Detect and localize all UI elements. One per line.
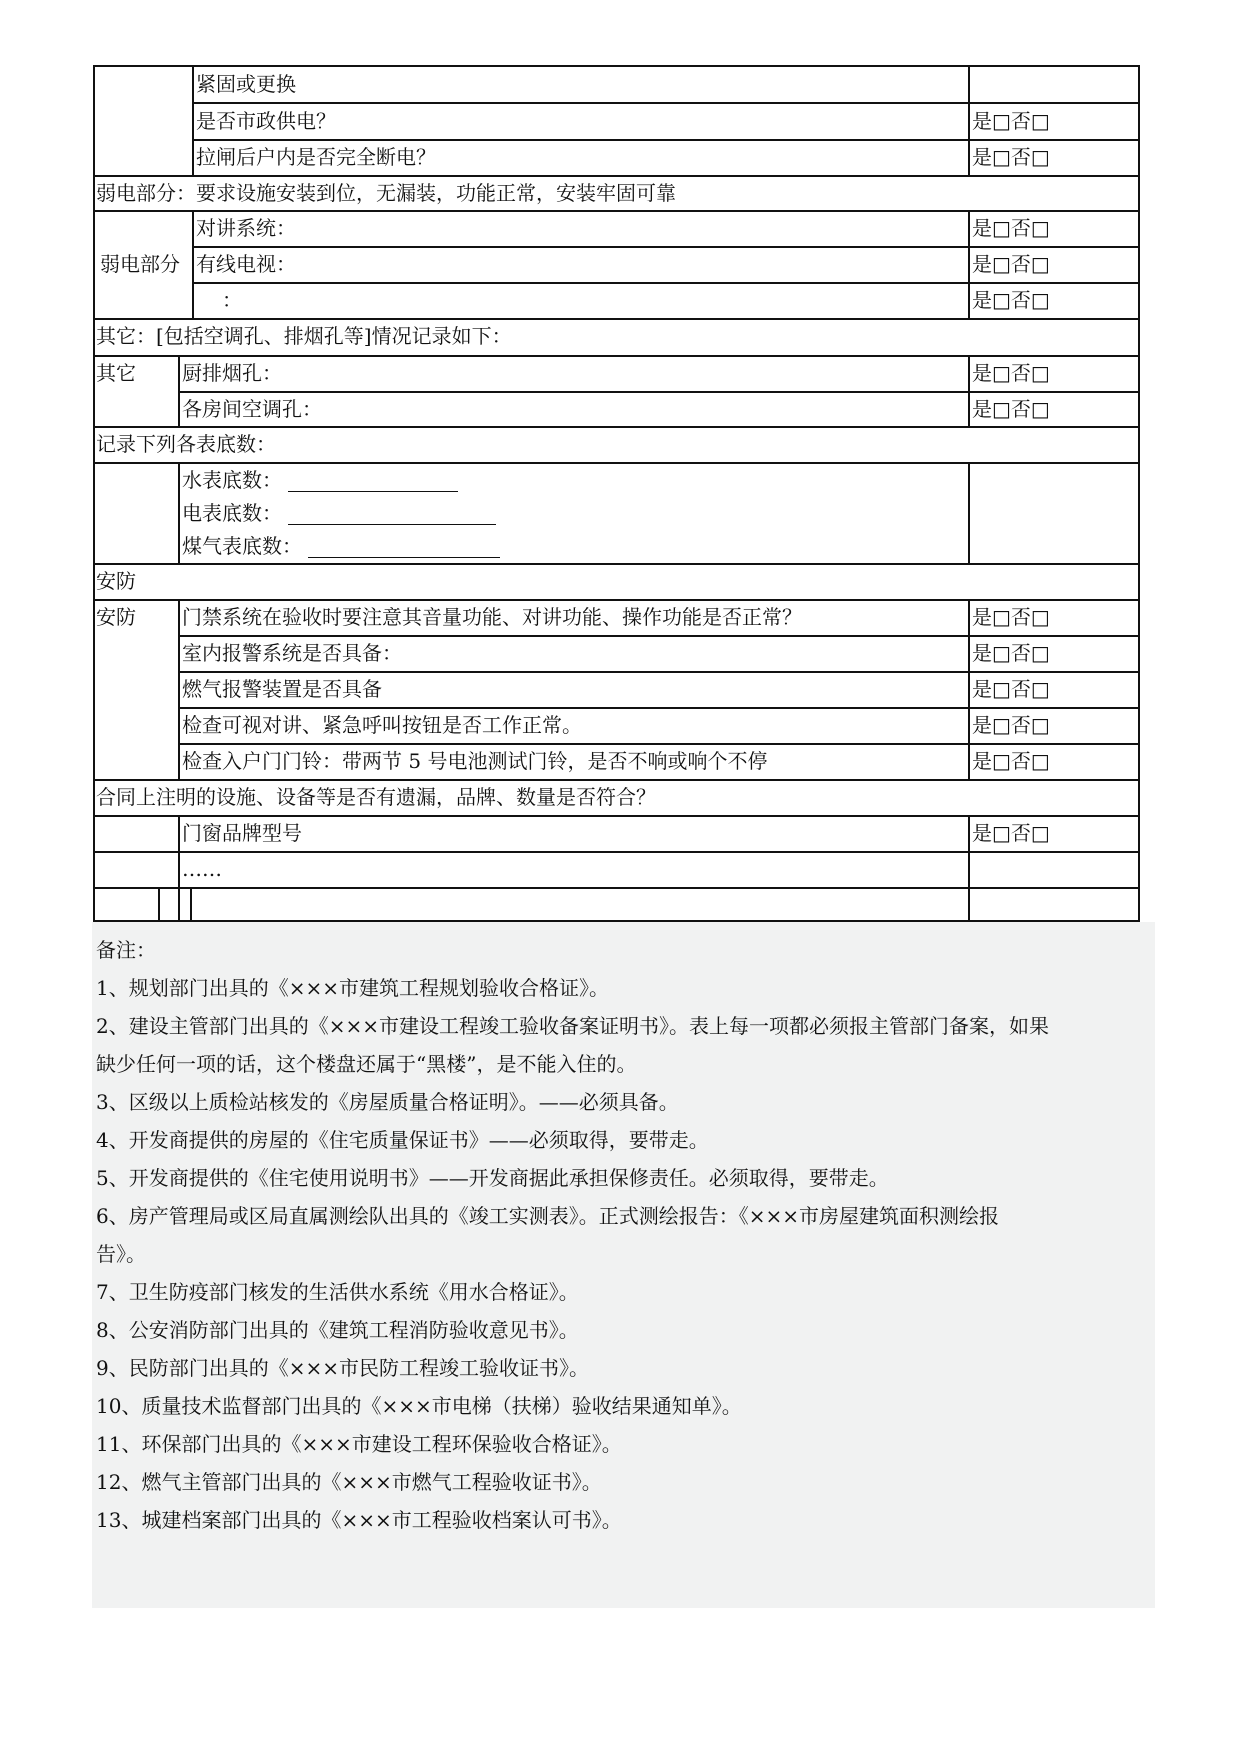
security-label: 安防 xyxy=(96,605,136,629)
contract-item-ellipsis: …… xyxy=(182,857,222,881)
note-line: 9、民防部门出具的《×××市民防工程竣工验收证书》。 xyxy=(96,1356,589,1380)
meter-gas-label: 煤气表底数： xyxy=(182,534,302,558)
table-rule xyxy=(93,599,1140,601)
electric-item-municipal-power: 是否市政供电？ xyxy=(196,109,336,133)
table-rule xyxy=(93,210,1140,212)
meter-electric-field[interactable] xyxy=(288,504,496,525)
table-rule xyxy=(93,462,1140,464)
table-rule xyxy=(93,779,1140,781)
yes-no-checkbox[interactable]: 是□否□ xyxy=(972,397,1050,421)
other-label: 其它 xyxy=(96,361,136,385)
table-rule xyxy=(192,139,1140,141)
yes-no-checkbox[interactable]: 是□否□ xyxy=(972,605,1050,629)
table-border-left xyxy=(93,65,95,922)
electric-item-power-off: 拉闸后户内是否完全断电？ xyxy=(196,145,436,169)
table-rule-v xyxy=(968,815,970,922)
contract-header: 合同上注明的设施、设备等是否有遗漏，品牌、数量是否符合？ xyxy=(96,785,656,809)
table-rule xyxy=(178,635,1140,637)
table-rule xyxy=(178,671,1140,673)
yes-no-checkbox[interactable]: 是□否□ xyxy=(972,288,1050,312)
table-rule xyxy=(93,65,1140,67)
note-line: 3、区级以上质检站核发的《房屋质量合格证明》。——必须具备。 xyxy=(96,1090,679,1114)
table-rule-v xyxy=(190,887,192,922)
other-item-ac-holes: 各房间空调孔： xyxy=(182,397,322,421)
security-item-video-intercom: 检查可视对讲、紧急呼叫按钮是否工作正常。 xyxy=(182,713,582,737)
table-rule-v xyxy=(968,355,970,426)
meter-water xyxy=(182,468,458,492)
meter-water-label: 水表底数： xyxy=(182,468,282,492)
security-item-access-control: 门禁系统在验收时要注意其音量功能、对讲功能、操作功能是否正常？ xyxy=(182,605,802,629)
yes-no-checkbox[interactable]: 是□否□ xyxy=(972,109,1050,133)
weak-item-cable-tv: 有线电视： xyxy=(196,252,296,276)
security-item-indoor-alarm: 室内报警系统是否具备： xyxy=(182,641,402,665)
yes-no-checkbox[interactable]: 是□否□ xyxy=(972,821,1050,845)
table-rule-v xyxy=(178,887,180,922)
meter-gas xyxy=(182,534,500,558)
weak-item-blank: ： xyxy=(222,288,242,312)
note-line: 2、建设主管部门出具的《×××市建设工程竣工验收备案证明书》。表上每一项都必须报主管部门备案，如果 xyxy=(96,1014,1049,1038)
notes-title: 备注： xyxy=(96,938,156,962)
security-header: 安防 xyxy=(96,569,136,593)
table-rule-v xyxy=(968,462,970,563)
table-border-right xyxy=(1138,65,1140,922)
table-rule-v xyxy=(178,599,180,779)
table-rule xyxy=(192,102,1140,104)
note-line: 告》。 xyxy=(96,1242,146,1266)
table-rule xyxy=(192,246,1140,248)
meter-electric xyxy=(182,501,496,525)
meter-electric-label: 电表底数： xyxy=(182,501,282,525)
table-rule xyxy=(93,887,1140,889)
contract-item-window-brand: 门窗品牌型号 xyxy=(182,821,302,845)
table-rule-v xyxy=(158,887,160,922)
table-rule xyxy=(192,282,1140,284)
yes-no-checkbox[interactable]: 是□否□ xyxy=(972,145,1050,169)
note-line: 4、开发商提供的房屋的《住宅质量保证书》——必须取得，要带走。 xyxy=(96,1128,709,1152)
table-rule xyxy=(93,426,1140,428)
note-line: 1、规划部门出具的《×××市建筑工程规划验收合格证》。 xyxy=(96,976,609,1000)
table-rule-v xyxy=(968,599,970,779)
note-line: 11、环保部门出具的《×××市建设工程环保验收合格证》。 xyxy=(96,1432,622,1456)
table-rule xyxy=(93,563,1140,565)
meter-gas-field[interactable] xyxy=(308,537,500,558)
yes-no-checkbox[interactable]: 是□否□ xyxy=(972,361,1050,385)
security-item-doorbell: 检查入户门门铃：带两节 5 号电池测试门铃，是否不响或响个不停 xyxy=(182,749,768,773)
table-rule-v xyxy=(192,65,194,175)
table-rule xyxy=(178,707,1140,709)
note-line: 12、燃气主管部门出具的《×××市燃气工程验收证书》。 xyxy=(96,1470,602,1494)
electric-item-tighten: 紧固或更换 xyxy=(196,72,296,96)
note-line: 6、房产管理局或区局直属测绘队出具的《竣工实测表》。正式测绘报告：《×××市房屋建筑面积测绘报 xyxy=(96,1204,999,1228)
yes-no-checkbox[interactable]: 是□否□ xyxy=(972,216,1050,240)
security-item-gas-alarm: 燃气报警装置是否具备 xyxy=(182,677,382,701)
table-rule xyxy=(93,851,1140,853)
table-rule-v xyxy=(178,815,180,887)
yes-no-checkbox[interactable]: 是□否□ xyxy=(972,677,1050,701)
note-line: 5、开发商提供的《住宅使用说明书》——开发商据此承担保修责任。必须取得，要带走。 xyxy=(96,1166,889,1190)
table-rule-v xyxy=(178,462,180,563)
meters-header: 记录下列各表底数： xyxy=(96,432,276,456)
weak-item-intercom: 对讲系统： xyxy=(196,216,296,240)
meter-water-field[interactable] xyxy=(288,471,458,492)
other-header: 其它：[包括空调孔、排烟孔等]情况记录如下： xyxy=(96,324,512,348)
table-rule xyxy=(93,175,1140,177)
table-rule-v xyxy=(968,65,970,175)
table-rule xyxy=(178,743,1140,745)
note-line: 缺少任何一项的话，这个楼盘还属于“黑楼”，是不能入住的。 xyxy=(96,1052,637,1076)
weak-current-label: 弱电部分 xyxy=(100,252,180,276)
yes-no-checkbox[interactable]: 是□否□ xyxy=(972,749,1050,773)
note-line: 13、城建档案部门出具的《×××市工程验收档案认可书》。 xyxy=(96,1508,622,1532)
table-rule xyxy=(93,355,1140,357)
table-rule xyxy=(178,391,1140,393)
table-rule xyxy=(93,815,1140,817)
yes-no-checkbox[interactable]: 是□否□ xyxy=(972,713,1050,737)
table-rule-v xyxy=(178,355,180,426)
table-rule-v xyxy=(968,210,970,318)
weak-current-header: 弱电部分：要求设施安装到位，无漏装，功能正常，安装牢固可靠 xyxy=(96,181,676,205)
yes-no-checkbox[interactable]: 是□否□ xyxy=(972,252,1050,276)
other-item-kitchen-exhaust: 厨排烟孔： xyxy=(182,361,282,385)
yes-no-checkbox[interactable]: 是□否□ xyxy=(972,641,1050,665)
table-rule xyxy=(93,318,1140,320)
table-rule-v xyxy=(192,210,194,318)
note-line: 7、卫生防疫部门核发的生活供水系统《用水合格证》。 xyxy=(96,1280,579,1304)
note-line: 10、质量技术监督部门出具的《×××市电梯（扶梯）验收结果通知单》。 xyxy=(96,1394,742,1418)
note-line: 8、公安消防部门出具的《建筑工程消防验收意见书》。 xyxy=(96,1318,579,1342)
